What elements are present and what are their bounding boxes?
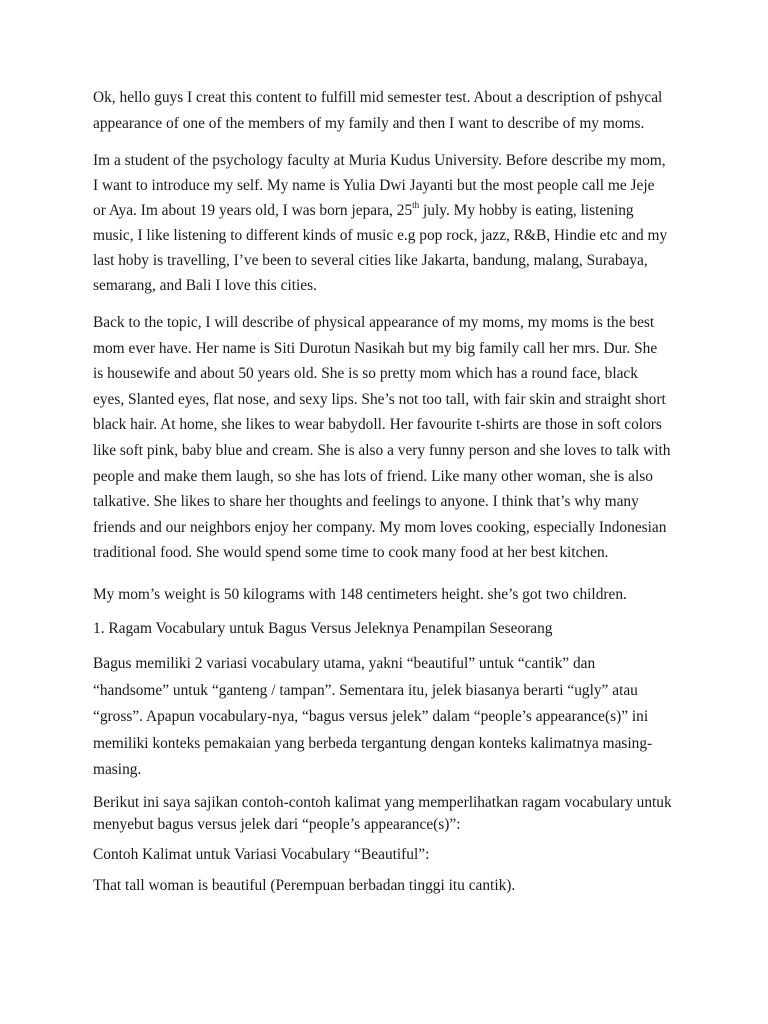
- text-line: traditional food. She would spend some time to cook many food at her best kitchen.: [93, 544, 609, 562]
- text-line: Back to the topic, I will describe of physical appearance of my moms, my moms is the best: [93, 314, 655, 331]
- text-line: “handsome” untuk “ganteng / tampan”. Sementara itu, jelek biasanya berarti “ugly” atau: [93, 681, 638, 699]
- text-line: Berikut ini saya sajikan contoh-contoh kalimat yang memperlihatkan ragam vocabulary untuk: [93, 794, 672, 811]
- text-line: “gross”. Apapun vocabulary-nya, “bagus versus jelek” dalam “people’s appearance(s)” ini: [93, 708, 649, 725]
- text-line: mom ever have. Her name is Siti Durotun Nasikah but my big family call her mrs. Dur. She: [93, 339, 658, 357]
- paragraph-examples-intro: [93, 792, 693, 836]
- superscript-ordinal: th: [412, 200, 420, 210]
- text-line: friends and our neighbors enjoy her company. My mom loves cooking, especially Indonesian: [93, 518, 667, 536]
- text-segment: or Aya. Im about 19 years old, I was born jepara, 25: [93, 202, 413, 219]
- paragraph-weight-height: [93, 582, 693, 608]
- paragraph-mom-description: [93, 310, 693, 566]
- text-line: eyes, Slanted eyes, flat nose, and sexy lips. She’s not too tall, with fair skin and straight short: [93, 390, 666, 408]
- paragraph-intro: [93, 85, 693, 136]
- text-line: menyebut bagus versus jelek dari “people’s appearance(s)”:: [93, 816, 461, 833]
- text-line: My mom’s weight is 50 kilograms with 148 centimeters height. she’s got two children.: [93, 586, 627, 603]
- text-line: is housewife and about 50 years old. She is so pretty mom which has a round face, black: [93, 365, 638, 383]
- example-subheading: [93, 842, 693, 868]
- text-line: black hair. At home, she likes to wear babydoll. Her favourite t-shirts are those in soft colors: [93, 416, 662, 434]
- text-line: Ok, hello guys I creat this content to fulfill mid semester test. About a description of pshycal: [93, 89, 663, 106]
- text-line: music, I like listening to different kinds of music e.g pop rock, jazz, R&B, Hindie etc and my: [93, 227, 668, 244]
- text-line: 1. Ragam Vocabulary untuk Bagus Versus Jeleknya Penampilan Seseorang: [93, 620, 553, 637]
- section-heading: [93, 616, 693, 642]
- text-line: That tall woman is beautiful (Perempuan berbadan tinggi itu cantik).: [93, 877, 516, 894]
- text-line: [93, 198, 693, 223]
- text-line: memiliki konteks pemakaian yang berbeda tergantung dengan konteks kalimatnya masing-: [93, 734, 653, 752]
- text-line: people and make them laugh, so she has lots of friend. Like many other woman, she is also: [93, 467, 653, 485]
- text-line: talkative. She likes to share her thoughts and feelings to anyone. I think that’s why many: [93, 493, 639, 511]
- text-line: semarang, and Bali I love this cities.: [93, 277, 317, 294]
- paragraph-vocabulary-variations: [93, 651, 693, 784]
- text-line: Bagus memiliki 2 variasi vocabulary utama, yakni “beautiful” untuk “cantik” dan: [93, 655, 596, 672]
- text-line: like soft pink, baby blue and cream. She is also a very funny person and she loves to talk with: [93, 441, 671, 459]
- text-line: I want to introduce my self. My name is Yulia Dwi Jayanti but the most people call me Jeje: [93, 177, 655, 194]
- text-segment: july. My hobby is eating, listening: [419, 202, 634, 219]
- paragraph-self-introduction: [93, 148, 693, 298]
- example-sentence: [93, 873, 693, 899]
- text-line: Im a student of the psychology faculty at Muria Kudus University. Before describe my mom,: [93, 152, 666, 169]
- text-line: masing.: [93, 761, 142, 778]
- text-line: last hoby is travelling, I’ve been to several cities like Jakarta, bandung, malang, Surabaya,: [93, 252, 648, 269]
- text-line: Contoh Kalimat untuk Variasi Vocabulary “Beautiful”:: [93, 846, 430, 863]
- text-line: appearance of one of the members of my family and then I want to describe of my moms.: [93, 114, 645, 132]
